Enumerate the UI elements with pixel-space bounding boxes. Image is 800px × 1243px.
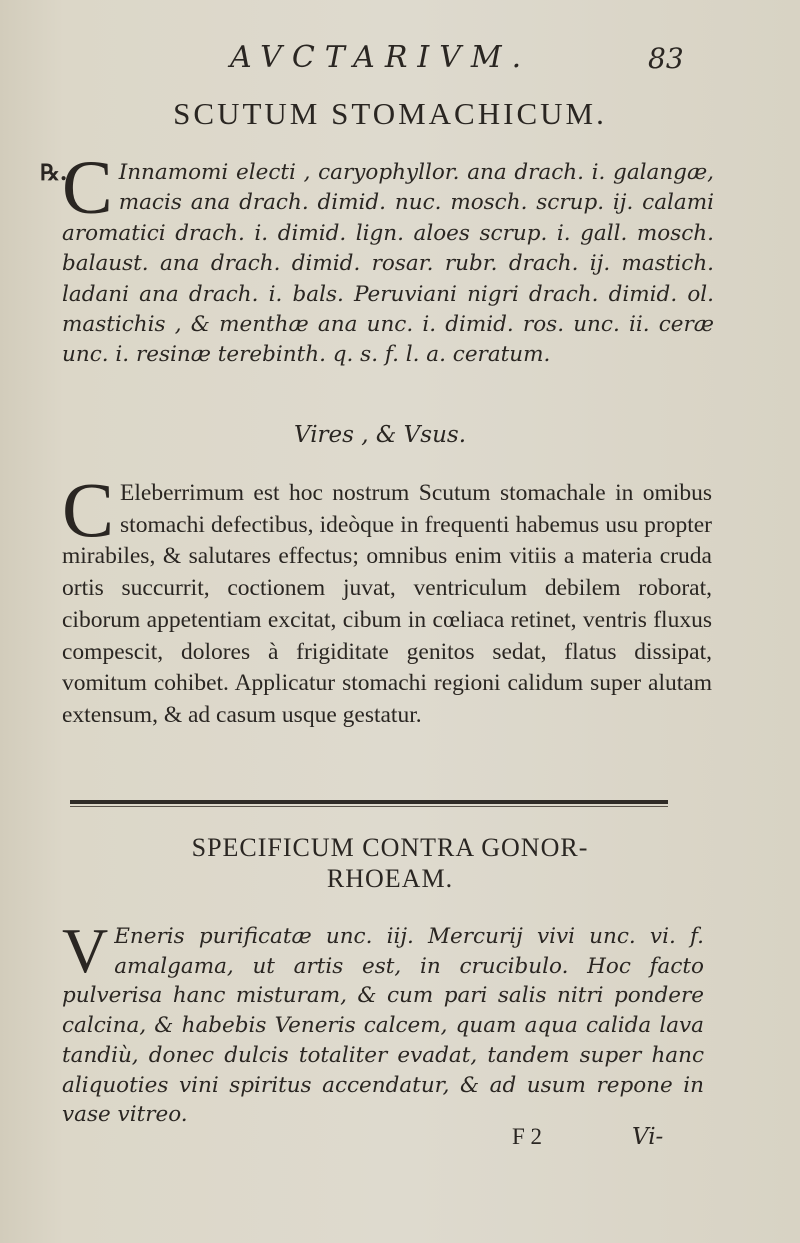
- recipe-text: Innamomi electi , caryophyllor. ana drach. i. galangæ, macis ana drach. dimid. nuc. mosch. scrup. ij. calami aromatici drach. i. dimid. lign. aloes scrup. i. gall. mosch. balaust. ana drach. dimid. rosar. rubr. drach. ij. mastich. ladani ana drach. i. bals. Peruviani nigri drach. dimid. ol. mastichis , & menthæ ana unc. i. dimid. ros. unc. ii. ceræ unc. i. resinæ terebinth. q. s. f. l. a. ceratum.: [62, 160, 714, 368]
- catchword: Vi-: [632, 1124, 664, 1150]
- divider-rule: [70, 800, 668, 804]
- subheading-vires-usus: Vires , & Vsus.: [293, 422, 467, 448]
- title-line: SPECIFICUM CONTRA GONOR-: [191, 833, 589, 862]
- recipe-specificum: [62, 915, 704, 1130]
- recipe-text: Eneris purificatæ unc. iij. Mercurij vivi unc. vi. f. amalgama, ut artis est, in crucibulo. Hoc facto pulverisa hanc misturam, & cum pari salis nitri pondere calcina, & habebis Veneris calcem, quam aqua calida lava tandiù, donec dulcis totaliter evadat, tandem super hanc aliquoties vini spiritus accendatur, & ad usum repone in vase vitreo.: [62, 924, 704, 1128]
- rx-symbol: ℞.: [40, 160, 68, 186]
- divider-rule-thin: [70, 806, 668, 807]
- running-head: AVCTARIVM.: [230, 40, 532, 75]
- page-number: 83: [648, 42, 684, 75]
- drop-cap: V: [62, 915, 109, 986]
- section-title-specificum: [80, 832, 700, 894]
- paragraph-text: Eleberrimum est hoc nostrum Scutum stomachale in omibus stomachi defectibus, ideòque in frequenti habemus usu propter mirabiles, & salutares effectus; omnibus enim vitiis a materia cruda ortis succurrit, coctionem juvat, ventriculum debilem roborat, ciborum appetentiam excitat, cibum in cœliaca retinet, ventris fluxus compescit, dolores à frigiditate genitos sedat, flatus dissipat, vomitum cohibet. Applicatur stomachi regioni calidum super alutam extensum, & ad casum usque gestatur.: [62, 480, 712, 728]
- signature-mark: F 2: [512, 1124, 543, 1149]
- title-line: RHOEAM.: [326, 864, 454, 893]
- drop-cap: C: [62, 146, 113, 230]
- body-paragraph: [62, 466, 712, 732]
- recipe-scutum: [40, 146, 714, 371]
- section-title-scutum: SCUTUM STOMACHICUM.: [173, 96, 607, 131]
- drop-cap: C: [62, 466, 115, 553]
